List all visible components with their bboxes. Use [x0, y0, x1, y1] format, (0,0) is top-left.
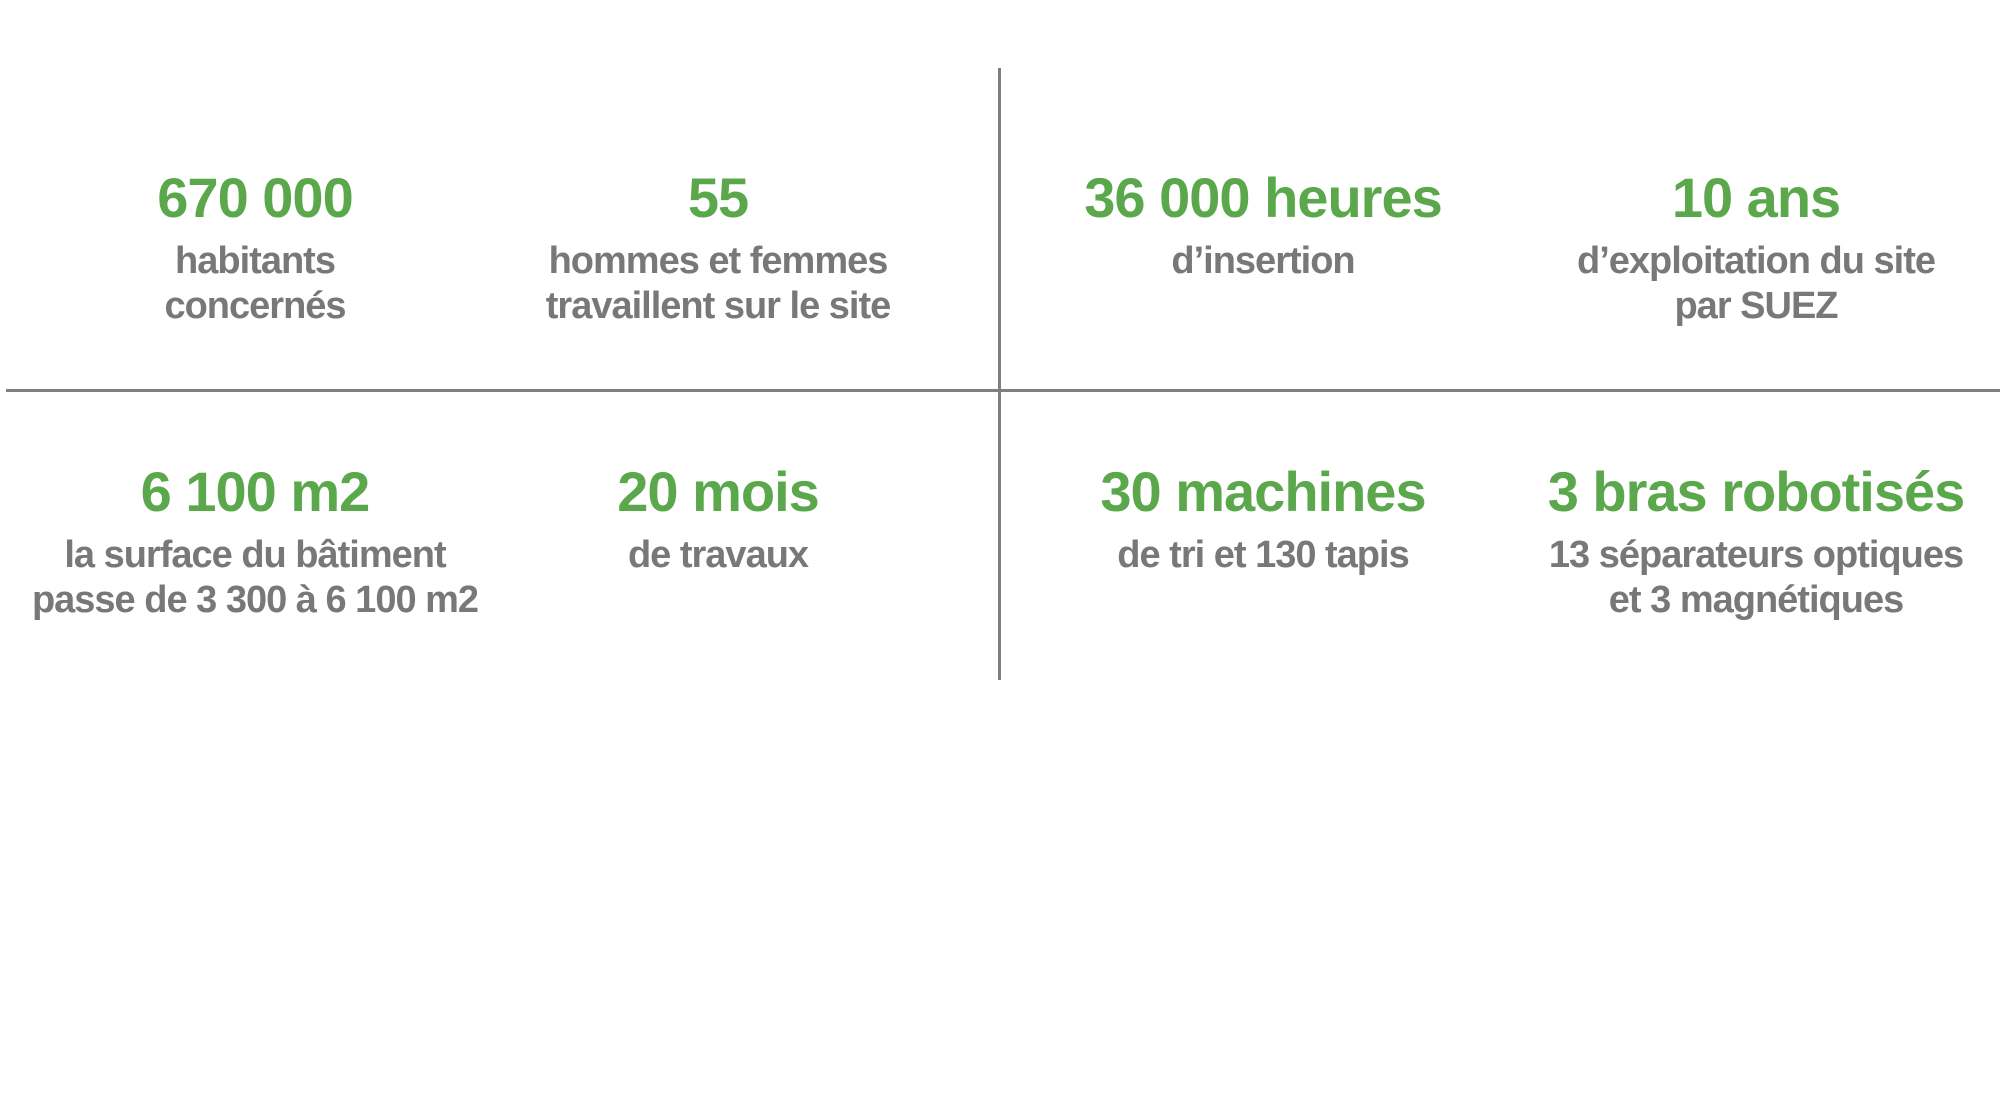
stat-desc-line: habitants [175, 240, 335, 282]
stat-desc-line: hommes et femmes [548, 240, 888, 282]
stat-habitants [157, 164, 352, 329]
stat-description [1084, 239, 1441, 284]
stat-value: 10 ans [1671, 166, 1841, 229]
stat-desc-line: d’exploitation du site [1576, 240, 1936, 282]
stat-value: 30 machines [1100, 460, 1426, 523]
stat-desc-line: passe de 3 300 à 6 100 m2 [31, 579, 479, 621]
stat-description [157, 239, 352, 329]
stat-value: 6 100 m2 [140, 460, 370, 523]
vertical-divider [998, 68, 1001, 680]
stat-works-duration [617, 458, 819, 578]
stat-value: 36 000 heures [1084, 166, 1442, 229]
stat-workers [546, 164, 891, 329]
stat-desc-line: de tri et 130 tapis [1117, 534, 1409, 576]
horizontal-divider [6, 389, 2000, 392]
stat-exploitation-years [1577, 164, 1935, 329]
stat-desc-line: par SUEZ [1674, 285, 1838, 327]
stat-desc-line: concernés [164, 285, 346, 327]
stat-sorting-machines [1100, 458, 1425, 578]
stat-description [1577, 239, 1935, 329]
stat-description [1548, 533, 1965, 623]
stat-desc-line: 13 séparateurs optiques [1548, 534, 1964, 576]
stat-description [32, 533, 478, 623]
stat-desc-line: et 3 magnétiques [1608, 579, 1904, 621]
stat-insertion-hours [1084, 164, 1441, 284]
stat-value: 3 bras robotisés [1547, 460, 1965, 523]
stat-value: 670 000 [157, 166, 353, 229]
stat-desc-line: travaillent sur le site [545, 285, 891, 327]
stat-desc-line: de travaux [627, 534, 809, 576]
stat-description [1100, 533, 1425, 578]
stat-value: 55 [687, 166, 749, 229]
stat-desc-line: la surface du bâtiment [64, 534, 446, 576]
stat-surface [32, 458, 478, 623]
stat-desc-line: d’insertion [1171, 240, 1355, 282]
stat-value: 20 mois [617, 460, 819, 523]
stat-description [617, 533, 819, 578]
stat-description [546, 239, 891, 329]
stat-robotic-arms [1548, 458, 1965, 623]
